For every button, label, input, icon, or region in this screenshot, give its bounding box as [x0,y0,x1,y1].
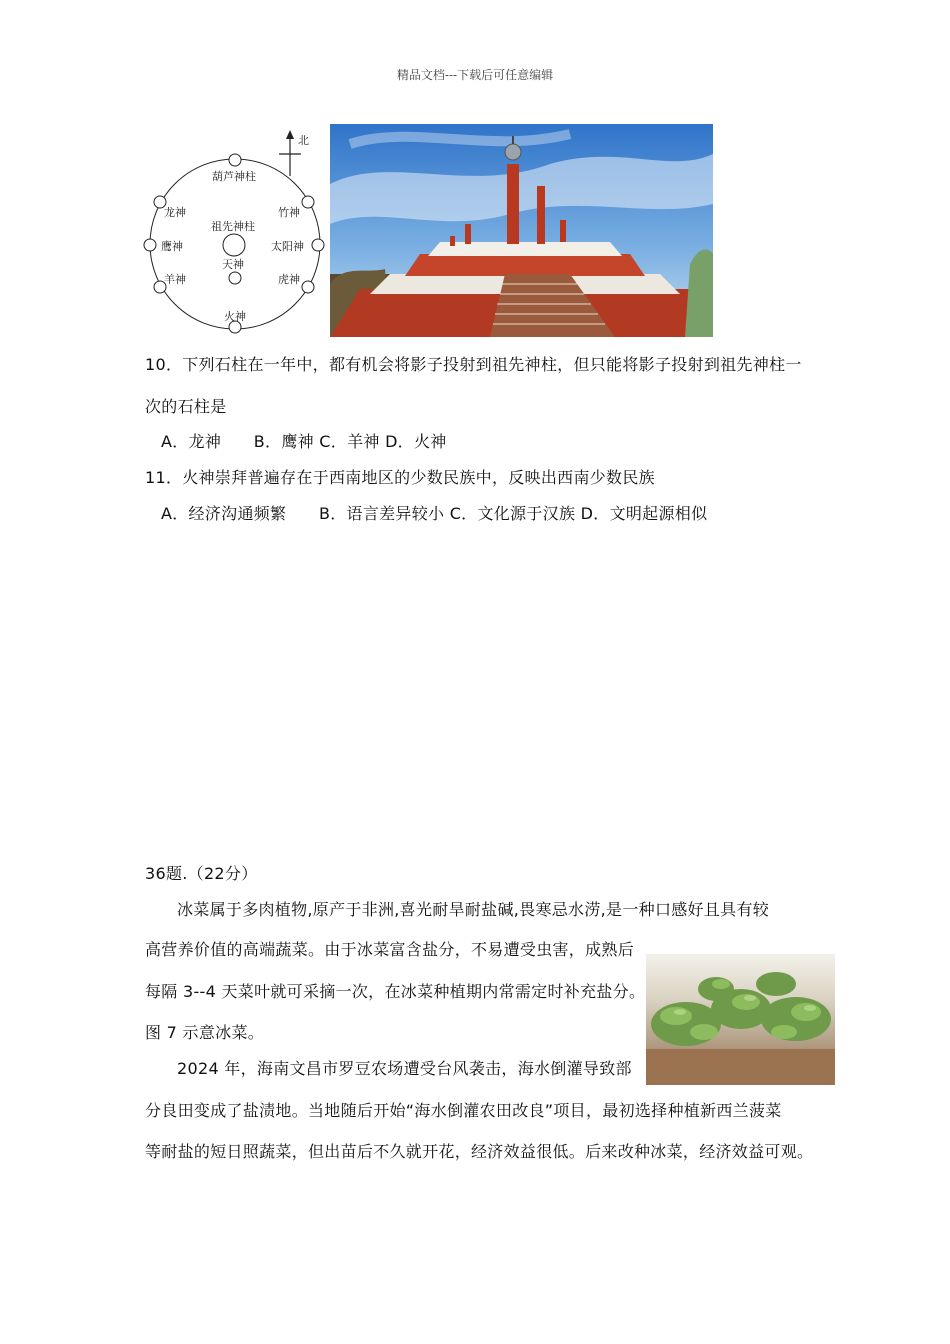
q11-line1: 11．火神崇拜普遍存在于西南地区的少数民族中，反映出西南少数民族 [145,468,655,487]
page-header: 精品文档---下载后可任意编辑 [396,68,554,82]
q36-p2-line3: 等耐盐的短日照蔬菜，但出苗后不久就开花，经济效益很低。后来改种冰菜，经济效益可观。 [145,1142,814,1161]
q10-line2: 次的石柱是 [145,397,227,416]
q36-p1-line1: 冰菜属于多肉植物,原产于非洲,喜光耐旱耐盐碱,畏寒忌水涝,是一种口感好且具有较 [177,900,770,919]
q36-p1-line2: 高营养价值的高端蔬菜。由于冰菜富含盐分，不易遭受虫害，成熟后 [145,940,635,959]
q36-p1-line4: 图 7 示意冰菜。 [145,1023,265,1042]
label-bamboo: 竹神 [278,206,300,219]
label-eagle: 鹰神 [161,240,183,253]
label-sun: 太阳神 [271,240,304,253]
q36-p2-line1: 2024 年，海南文昌市罗豆农场遭受台风袭击，海水倒灌导致部 [177,1059,632,1078]
q10-options: A．龙神 B．鹰神 C．羊神 D．火神 [161,432,447,451]
q10-line1: 10．下列石柱在一年中，都有机会将影子投射到祖先神柱，但只能将影子投射到祖先神柱一 [145,355,802,374]
label-sheep: 羊神 [164,273,186,286]
q11-options: A．经济沟通频繁 B．语言差异较小 C．文化源于汉族 D．文明起源相似 [161,504,708,523]
q36-p1-line3: 每隔 3--4 天菜叶就可采摘一次，在冰菜种植期内常需定时补充盐分。 [145,982,646,1001]
q36-p2-line2: 分良田变成了盐渍地。当地随后开始“海水倒灌农田改良”项目，最初选择种植新西兰菠菜 [145,1101,782,1120]
label-dragon: 龙神 [164,206,186,219]
ice-plant-photo [646,954,835,1085]
label-fire: 火神 [224,310,246,323]
pillar-layout-diagram [140,124,330,339]
label-ancestor: 祖先神柱 [211,220,255,233]
label-sky: 天神 [222,258,244,271]
q36-title: 36题.（22分） [145,864,258,883]
label-hulu: 葫芦神柱 [212,170,256,183]
north-label: 北 [298,134,309,147]
label-tiger: 虎神 [278,273,300,286]
monument-photo [330,124,713,337]
